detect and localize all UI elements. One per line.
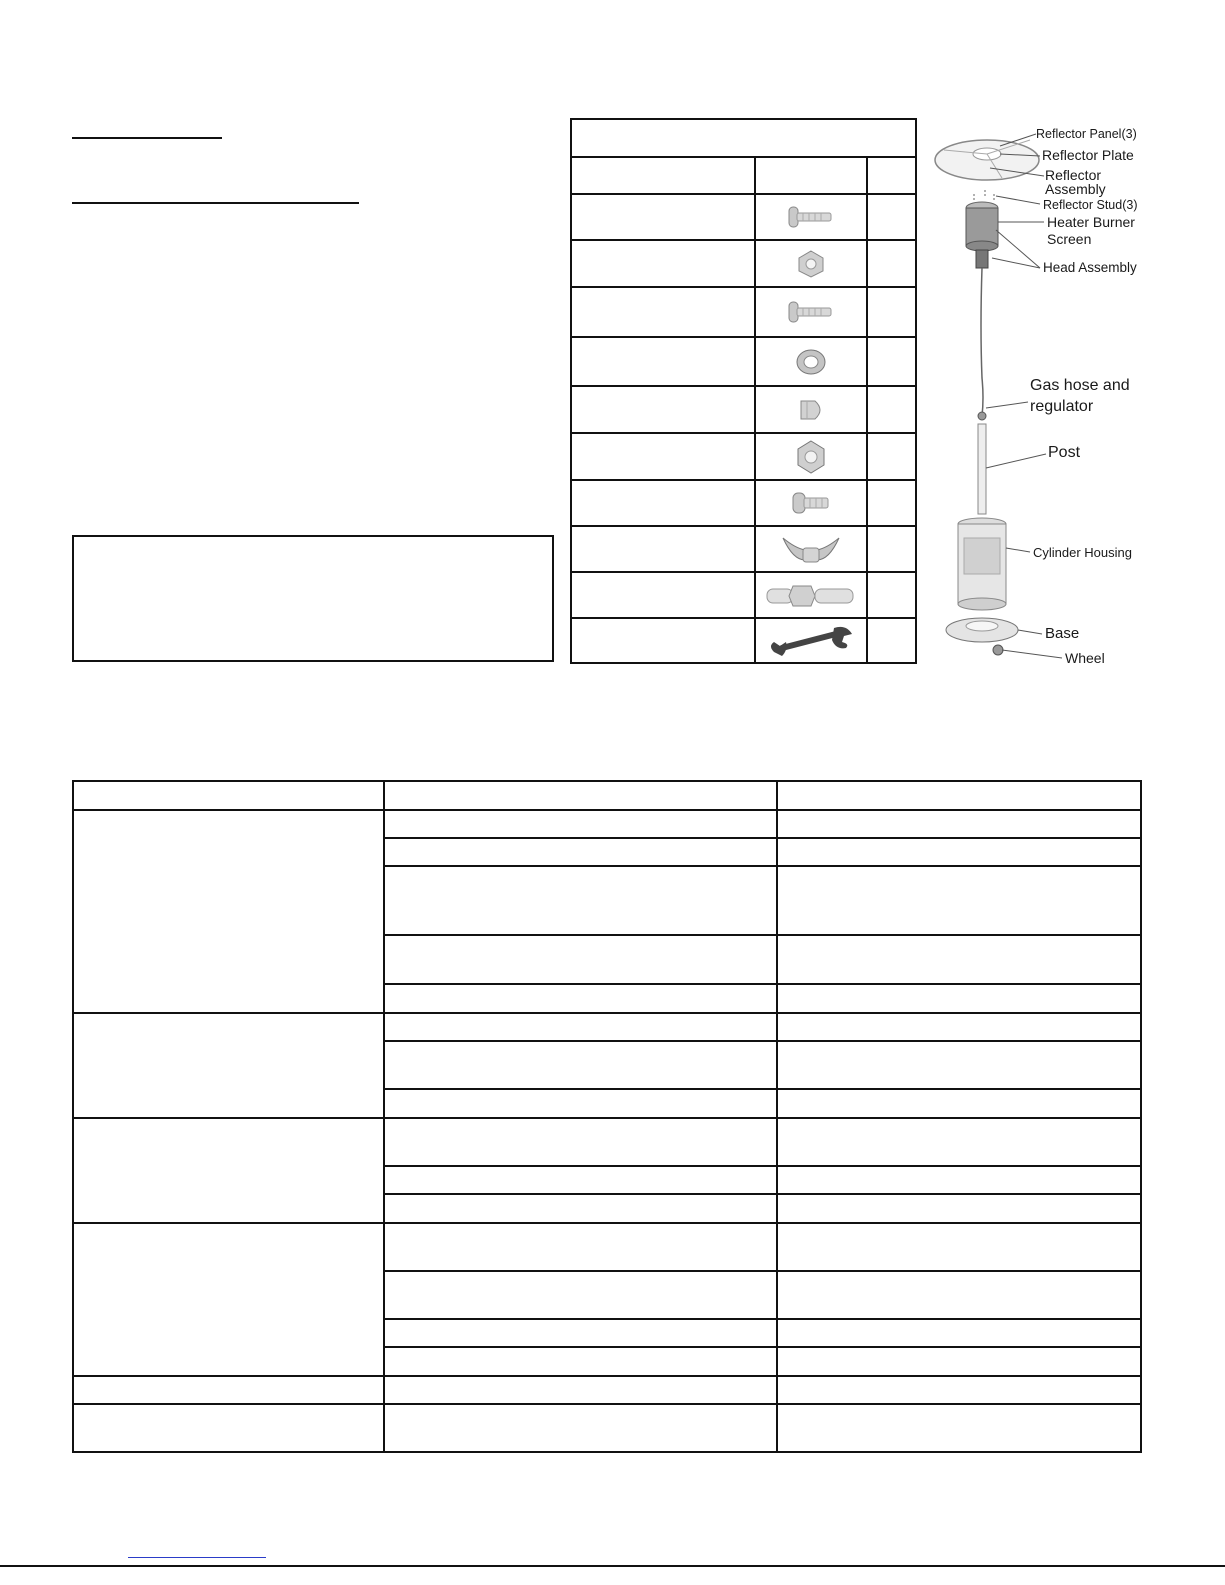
label-reflector-stud: Reflector Stud(3) xyxy=(1043,198,1138,212)
remedy-cell xyxy=(777,1376,1141,1404)
remedy-cell xyxy=(777,935,1141,984)
remedy-cell xyxy=(777,1166,1141,1194)
remedy-cell xyxy=(777,866,1141,935)
remedy-cell xyxy=(777,1347,1141,1376)
remedy-cell xyxy=(777,1271,1141,1319)
cause-cell xyxy=(384,1347,777,1376)
hex-nut-icon xyxy=(756,434,866,479)
remedy-cell xyxy=(777,1013,1141,1041)
cause-cell xyxy=(384,1166,777,1194)
remedy-cell xyxy=(777,1319,1141,1347)
cause-cell xyxy=(384,1013,777,1041)
wheel-shape xyxy=(993,645,1003,655)
remedy-cell xyxy=(777,984,1141,1013)
label-gas-hose-1: Gas hose and xyxy=(1030,377,1130,394)
table-row xyxy=(73,1404,1141,1452)
header-cell xyxy=(73,781,384,810)
exploded-parts-diagram xyxy=(930,118,1150,674)
cause-cell xyxy=(384,984,777,1013)
label-gas-hose-2: regulator xyxy=(1030,398,1094,415)
problem-cell xyxy=(73,1376,384,1404)
cause-cell xyxy=(384,935,777,984)
cause-cell xyxy=(384,1271,777,1319)
cause-cell xyxy=(384,1089,777,1118)
label-head-assembly: Head Assembly xyxy=(1043,260,1137,275)
bolt-icon xyxy=(756,288,866,336)
remedy-cell xyxy=(777,838,1141,866)
label-reflector-assembly-1: Reflector xyxy=(1045,167,1102,183)
label-reflector-panel: Reflector Panel(3) xyxy=(1036,127,1137,141)
cause-cell xyxy=(384,1194,777,1223)
cause-cell xyxy=(384,1319,777,1347)
label-wheel: Wheel xyxy=(1065,650,1105,666)
label-base: Base xyxy=(1045,625,1080,642)
cause-cell xyxy=(384,1118,777,1166)
nut-icon xyxy=(756,241,866,286)
remedy-cell xyxy=(777,1089,1141,1118)
post-shape xyxy=(978,424,986,514)
table-row xyxy=(73,810,1141,838)
wing-nut-icon xyxy=(756,527,866,571)
hardware-header-row xyxy=(572,156,915,158)
cause-cell xyxy=(384,810,777,838)
header-cell xyxy=(384,781,777,810)
connector-icon xyxy=(756,573,866,617)
label-post: Post xyxy=(1048,444,1081,461)
problem-cell xyxy=(73,1223,384,1376)
problem-cell xyxy=(73,1118,384,1223)
table-row xyxy=(73,1223,1141,1271)
label-burner-screen-1: Heater Burner xyxy=(1047,214,1135,230)
remedy-cell xyxy=(777,1118,1141,1166)
problem-cell xyxy=(73,810,384,1013)
table-row xyxy=(73,1376,1141,1404)
remedy-cell xyxy=(777,1223,1141,1271)
cause-cell xyxy=(384,1404,777,1452)
label-reflector-plate: Reflector Plate xyxy=(1042,147,1134,163)
cause-cell xyxy=(384,866,777,935)
subsection-heading-underline xyxy=(72,202,359,204)
header-cell xyxy=(777,781,1141,810)
cause-cell xyxy=(384,1376,777,1404)
section-heading-underline xyxy=(72,137,222,139)
label-cylinder-housing: Cylinder Housing xyxy=(1033,545,1132,560)
column-divider xyxy=(866,158,868,662)
table-header-row xyxy=(73,781,1141,810)
cap-nut-icon xyxy=(756,387,866,432)
hardware-table xyxy=(570,118,917,664)
remedy-cell xyxy=(777,1194,1141,1223)
label-burner-screen-2: Screen xyxy=(1047,231,1092,247)
remedy-cell xyxy=(777,1041,1141,1089)
table-row xyxy=(73,1118,1141,1166)
problem-cell xyxy=(73,1404,384,1452)
washer-icon xyxy=(756,338,866,385)
wrench-icon xyxy=(756,619,866,664)
table-row xyxy=(73,1013,1141,1041)
burner-screen-shape xyxy=(966,208,998,246)
remedy-cell xyxy=(777,810,1141,838)
bottom-rule xyxy=(0,1565,1225,1567)
short-bolt-icon xyxy=(756,481,866,525)
troubleshooting-table xyxy=(72,780,1142,1453)
bolt-icon xyxy=(756,195,866,239)
footer-link-underline[interactable] xyxy=(128,1557,266,1558)
problem-cell xyxy=(73,1013,384,1118)
remedy-cell xyxy=(777,1404,1141,1452)
notice-box xyxy=(72,535,554,662)
label-reflector-assembly-2: Assembly xyxy=(1045,181,1106,197)
cause-cell xyxy=(384,1041,777,1089)
cause-cell xyxy=(384,1223,777,1271)
cause-cell xyxy=(384,838,777,866)
